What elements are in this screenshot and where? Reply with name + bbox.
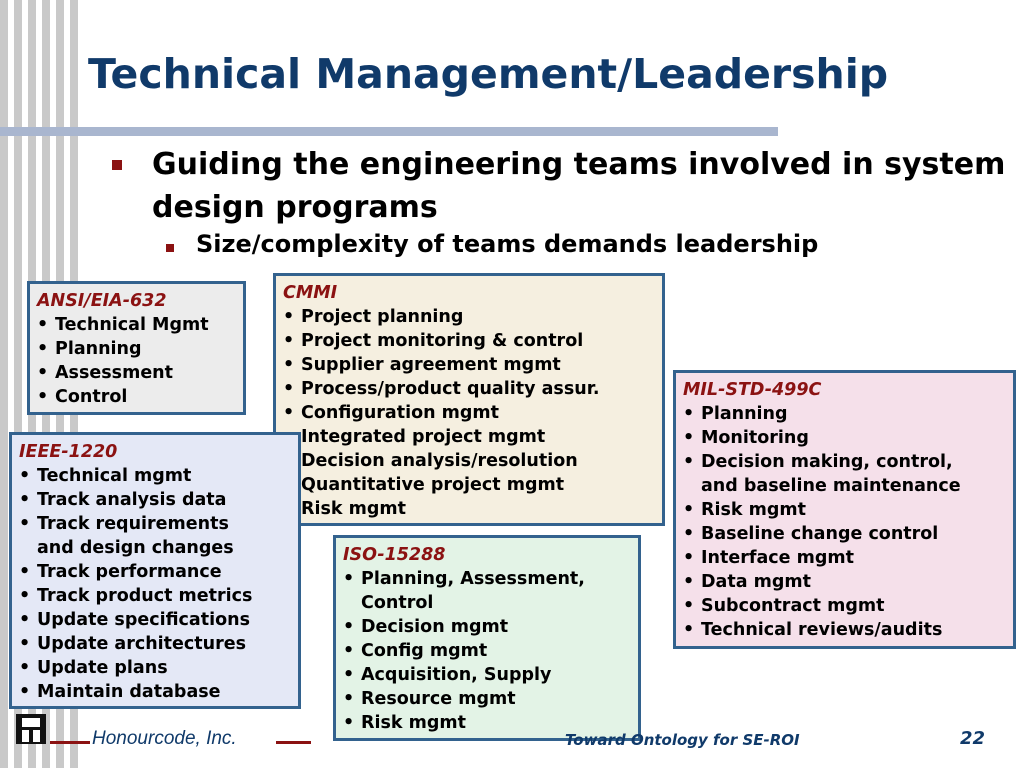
- list-item-continuation: and design changes: [37, 538, 234, 558]
- list-item-continuation: Control: [361, 593, 434, 613]
- list-item: • Decision making, control,: [683, 450, 1013, 474]
- title-underline: [0, 127, 778, 136]
- list-item: • Maintain database: [19, 680, 298, 704]
- mil-std-box: [673, 370, 1016, 649]
- box-list: [283, 305, 662, 521]
- list-item: • Track product metrics: [19, 584, 298, 608]
- company-name: Honourcode, Inc.: [92, 728, 237, 749]
- box-heading: ANSI/EIA-632: [37, 291, 167, 311]
- list-item: • Configuration mgmt: [283, 401, 662, 425]
- list-item: • Project planning: [283, 305, 662, 329]
- list-item-continuation: and baseline maintenance: [701, 476, 961, 496]
- list-item: • Planning: [683, 402, 1013, 426]
- list-item: • Subcontract mgmt: [683, 594, 1013, 618]
- list-item: • Track performance: [19, 560, 298, 584]
- list-item: • Track requirements: [19, 512, 298, 536]
- list-item: • Risk mgmt: [683, 498, 1013, 522]
- list-item: • Technical Mgmt: [37, 313, 243, 337]
- list-item: • Process/product quality assur.: [283, 377, 662, 401]
- list-item: • Data mgmt: [683, 570, 1013, 594]
- box-heading: CMMI: [283, 283, 338, 303]
- ieee-standard-box: [9, 432, 301, 709]
- ansi-standard-box: [27, 281, 246, 415]
- box-list: [19, 464, 298, 704]
- list-item: • Planning, Assessment,: [343, 567, 638, 591]
- box-list: [683, 402, 1013, 642]
- list-item: • Risk mgmt: [343, 711, 638, 735]
- box-heading: ISO-15288: [343, 545, 446, 565]
- footer-rule-right: [276, 741, 311, 744]
- list-item: • Update architectures: [19, 632, 298, 656]
- list-item: • Quantitative project mgmt: [283, 473, 662, 497]
- list-item: • Supplier agreement mgmt: [283, 353, 662, 377]
- box-list: [343, 567, 638, 735]
- box-heading: MIL-STD-499C: [683, 380, 822, 400]
- page-number: 22: [960, 728, 986, 749]
- list-item: • Assessment: [37, 361, 243, 385]
- list-item: • Interface mgmt: [683, 546, 1013, 570]
- list-item: • Track analysis data: [19, 488, 298, 512]
- list-item: • Decision mgmt: [343, 615, 638, 639]
- list-item: • Resource mgmt: [343, 687, 638, 711]
- list-item: • Risk mgmt: [283, 497, 662, 521]
- iso-standard-box: [333, 535, 641, 741]
- list-item: • Monitoring: [683, 426, 1013, 450]
- list-item: • Project monitoring & control: [283, 329, 662, 353]
- footer-presentation-title: Toward Ontology for SE-ROI: [565, 731, 800, 749]
- box-heading: IEEE-1220: [19, 442, 118, 462]
- footer-rule-left: [50, 741, 90, 744]
- list-item: • Acquisition, Supply: [343, 663, 638, 687]
- list-item: • Baseline change control: [683, 522, 1013, 546]
- square-bullet-icon: [112, 160, 122, 170]
- main-bullet-text: Guiding the engineering teams involved in system design programs: [152, 147, 1006, 225]
- company-logo: [14, 712, 48, 746]
- list-item: • Update specifications: [19, 608, 298, 632]
- list-item: • Config mgmt: [343, 639, 638, 663]
- list-item: • Control: [37, 385, 243, 409]
- list-item: • Integrated project mgmt: [283, 425, 662, 449]
- list-item: • Planning: [37, 337, 243, 361]
- page-title: Technical Management/Leadership: [88, 50, 889, 98]
- box-list: [37, 313, 243, 409]
- list-item: • Update plans: [19, 656, 298, 680]
- list-item: • Technical mgmt: [19, 464, 298, 488]
- list-item: • Technical reviews/audits: [683, 618, 1013, 642]
- sub-bullet-text: Size/complexity of teams demands leadership: [196, 230, 819, 258]
- square-bullet-icon: [166, 244, 174, 252]
- list-item: • Decision analysis/resolution: [283, 449, 662, 473]
- cmmi-standard-box: [273, 273, 665, 526]
